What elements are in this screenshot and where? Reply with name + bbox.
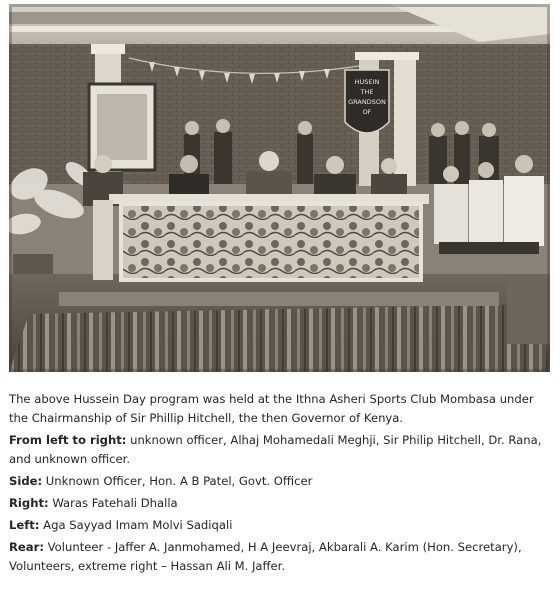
historical-photo bbox=[9, 4, 550, 372]
banner-line: OF bbox=[362, 108, 372, 116]
photo-caption bbox=[9, 390, 555, 579]
caption-text: Waras Fatehali Dhalla bbox=[48, 496, 178, 510]
banner-line: GRANDSON bbox=[348, 98, 386, 106]
banner-line: HUSEIN bbox=[354, 78, 380, 86]
caption-intro: The above Hussein Day program was held at the Ithna Asheri Sports Club Mombasa under the Chairmanship of Sir Phillip Hitchell, the then Governor of Kenya. bbox=[9, 392, 534, 425]
caption-entry-right bbox=[9, 494, 555, 513]
caption-label: Left: bbox=[9, 518, 40, 532]
caption-text: Volunteer - Jaffer A. Janmohamed, H A Jeevraj, Akbarali A. Karim (Hon. Secretary), Volunteers, extreme right – Hassan Ali M. Jaffer. bbox=[9, 540, 522, 573]
caption-label: Side: bbox=[9, 474, 43, 488]
caption-entry-left bbox=[9, 516, 555, 535]
caption-label: Rear: bbox=[9, 540, 44, 554]
caption-entry-rear bbox=[9, 538, 555, 576]
caption-entry-side bbox=[9, 472, 555, 491]
caption-text: unknown officer, Alhaj Mohamedali Meghji, Sir Philip Hitchell, Dr. Rana, and unknown officer. bbox=[9, 433, 542, 466]
caption-entry-from-left-to-right bbox=[9, 431, 555, 469]
caption-text: Unknown Officer, Hon. A B Patel, Govt. Officer bbox=[42, 474, 313, 488]
banner-line: THE bbox=[360, 88, 374, 96]
caption-text: Aga Sayyad Imam Molvi Sadiqali bbox=[39, 518, 233, 532]
caption-label: Right: bbox=[9, 496, 49, 510]
caption-label: From left to right: bbox=[9, 433, 127, 447]
